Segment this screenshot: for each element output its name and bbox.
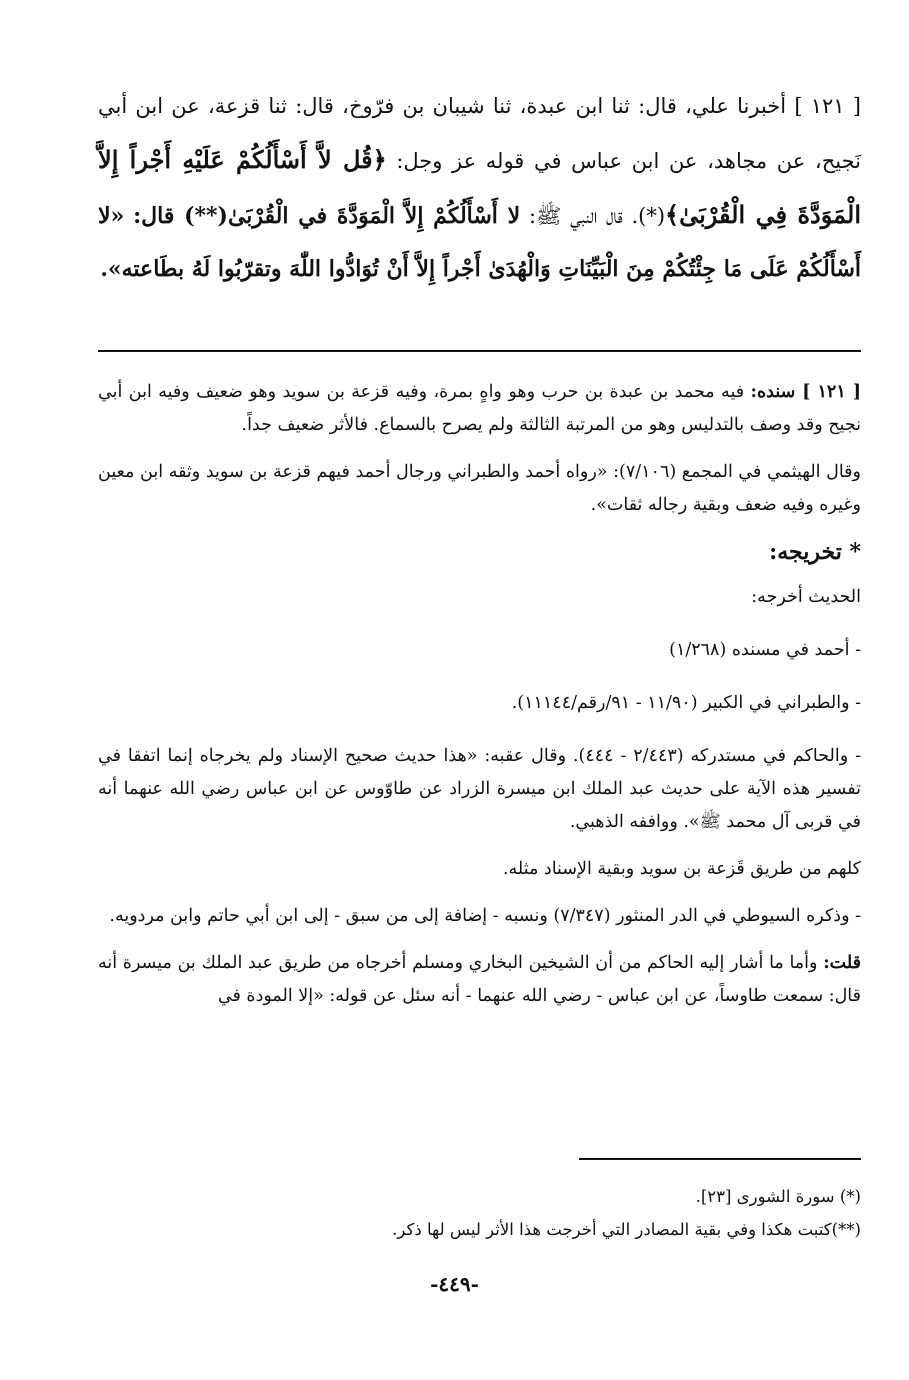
section-divider <box>98 350 861 352</box>
quran-quote-repeat: لا أَسْأَلُكُمْ إِلاَّ الْمَوَدَّةَ في الْقُرْبَىٰ <box>227 203 521 229</box>
hadith-121-chain: [ ١٢١ ] أخبرنا علي، قال: ثنا ابن عبدة، ثنا شيبان بن فرّوخ، قال: ثنا قزعة، عن ابن أبي نَجيح، عن مجاهد، عن ابن عباس في قوله عز وجل: <box>98 94 861 173</box>
hadith-intro: الحديث أخرجه: <box>751 587 861 607</box>
source-hakim <box>98 740 861 839</box>
source-hakim-label: - والحاكم في مستدركه (٢/٤٤٣ - ٤٤٤). وقال عقبه: <box>484 746 861 766</box>
takhrij-heading: * تخريجه: <box>769 539 861 565</box>
commentary-notes <box>98 376 861 1027</box>
footnote-2: (**)كتبت هكذا وفي بقية المصادر التي أخرجت هذا الأثر ليس لها ذكر. <box>392 1220 861 1239</box>
source-suyuti: - وذكره السيوطي في الدر المنثور (٧/٣٤٧) ونسبه - إضافة إلى من سبق - إلى ابن أبي حاتم وابن مردويه. <box>109 906 861 926</box>
haythami-note: وقال الهيثمي في المجمع (٧/١٠٦): «رواه أحمد والطبراني ورجال أحمد فيهم قزعة بن سويد وثقه ابن معين وغيره وفيه ضعف وبقية رجاله ثقات». <box>98 462 861 515</box>
source-tabarani: - والطبراني في الكبير (١١/٩٠ - ٩١/رقم/١١١٤٤). <box>511 693 861 713</box>
quran-verse-shura-23: ﴿قُل لاَّ أَسْأَلُكُمْ عَلَيْهِ أَجْراً إِلاَّ الْمَوَدَّةَ فِي الْقُرْبَىٰ﴾ <box>98 145 861 229</box>
source-ahmad: - أحمد في مسنده (١/٢٦٨) <box>669 640 861 660</box>
isnad-note-text: فيه محمد بن عبدة بن حرب وهو واهٍ بمرة، وفيه قزعة بن سويد وهو ضعيف وفيه ابن أبي نجيح وقد وصف بالتدليس وهو من المرتبة الثالثة ولم يصرح بالسماع. فالأثر ضعيف جداً. <box>98 382 861 435</box>
qult-note <box>98 947 861 1013</box>
isnad-note <box>98 376 861 442</box>
qult-text: وأما ما أشار إليه الحاكم من أن الشيخين البخاري ومسلم أخرجاه من طريق عبد الملك بن ميسرة أنه قال: سمعت طاوساً، عن ابن عباس - رضي الله عنهما - أنه سئل عن قوله: «إلا المودة في <box>98 953 861 1006</box>
source-hakim-quote: «هذا حديث صحيح الإسناد ولم يخرجاه إنما اتفقا في تفسير هذه الآية على حديث عبد الملك ابن ميسرة الزراد عن طاوّوس عن ابن عباس رضي الله عنهما أنه في قربى آل محمد ﷺ». وواففه الذهبي. <box>98 746 861 832</box>
isnad-note-label: [ ١٢١ ] سنده: <box>750 382 861 402</box>
hadith-121-prophet-says: (*). قال النبي ﷺ: <box>520 204 666 228</box>
main-text <box>98 80 861 296</box>
hadith-121-footnote-marker: (**) قال: <box>133 203 228 229</box>
hadith-121-text: «لا أَسْأَلُكُمْ عَلَى مَا جِئْتُكُمْ مِنَ الْبَيِّنَاتِ وَالْهُدَىٰ أَجْراً إِلاَّ أَنْ تُوَادُّوا اللّٰهَ وتقرّبُوا لَهُ بطَاعته». <box>98 203 861 282</box>
footnote-divider <box>579 1158 861 1160</box>
page-number: -٤٤٩- <box>430 1272 479 1296</box>
footnotes <box>98 1180 861 1246</box>
footnote-1: (*) سورة الشورى [٢٣]. <box>695 1187 861 1206</box>
qult-label: قلت: <box>823 953 861 973</box>
all-via-note: كلهم من طريق قَزعة بن سويد وبقية الإسناد مثله. <box>502 859 861 879</box>
hadith-121-paragraph <box>98 80 861 296</box>
